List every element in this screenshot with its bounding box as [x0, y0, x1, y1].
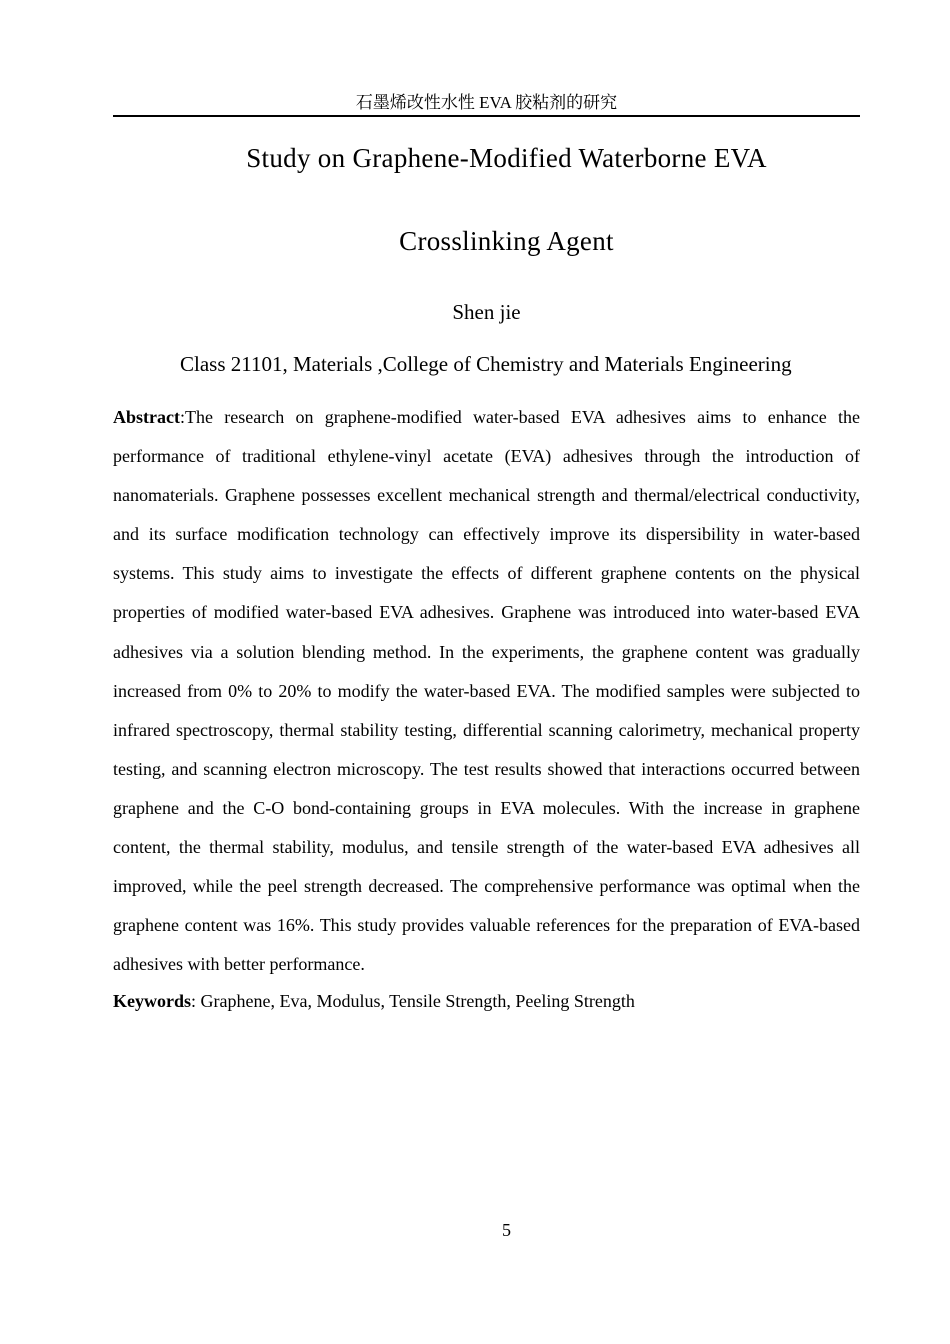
keywords-text: : Graphene, Eva, Modulus, Tensile Strength, Peeling Strength [191, 991, 635, 1011]
paper-title-line-2: Crosslinking Agent [399, 226, 614, 256]
abstract-label: Abstract [113, 407, 180, 427]
keywords-line [113, 989, 860, 1013]
author-affiliation: Class 21101, Materials ,College of Chemistry and Materials Engineering [180, 352, 792, 376]
abstract-paragraph [113, 398, 860, 984]
paper-title-line-1: Study on Graphene-Modified Waterborne EVA [246, 143, 767, 173]
abstract-text: :The research on graphene-modified water-based EVA adhesives aims to enhance the performance of traditional ethylene-vinyl acetate (EVA) adhesives through the introduction of nanomaterials. Graphene possesses excellent mechanical strength and thermal/electrical conductivity, and its surface modification technology can effectively improve its dispersibility in water-based systems. This study aims to investigate the effects of different graphene contents on the physical properties of modified water-based EVA adhesives. Graphene was introduced into water-based EVA adhesives via a solution blending method. In the experiments, the graphene content was gradually increased from 0% to 20% to modify the water-based EVA. The modified samples were subjected to infrared spectroscopy, thermal stability testing, differential scanning calorimetry, mechanical property testing, and scanning electron microscopy. The test results showed that interactions occurred between graphene and the C-O bond-containing groups in EVA molecules. With the increase in graphene content, the thermal stability, modulus, and tensile strength of the water-based EVA adhesives all improved, while the peel strength decreased. The comprehensive performance was optimal when the graphene content was 16%. This study provides valuable references for the preparation of EVA-based adhesives with better performance. [113, 407, 860, 975]
running-header: 石墨烯改性水性 EVA 胶粘剂的研究 [113, 91, 860, 117]
keywords-label: Keywords [113, 991, 191, 1011]
page-number: 5 [502, 1220, 511, 1240]
author-name: Shen jie [452, 300, 521, 324]
